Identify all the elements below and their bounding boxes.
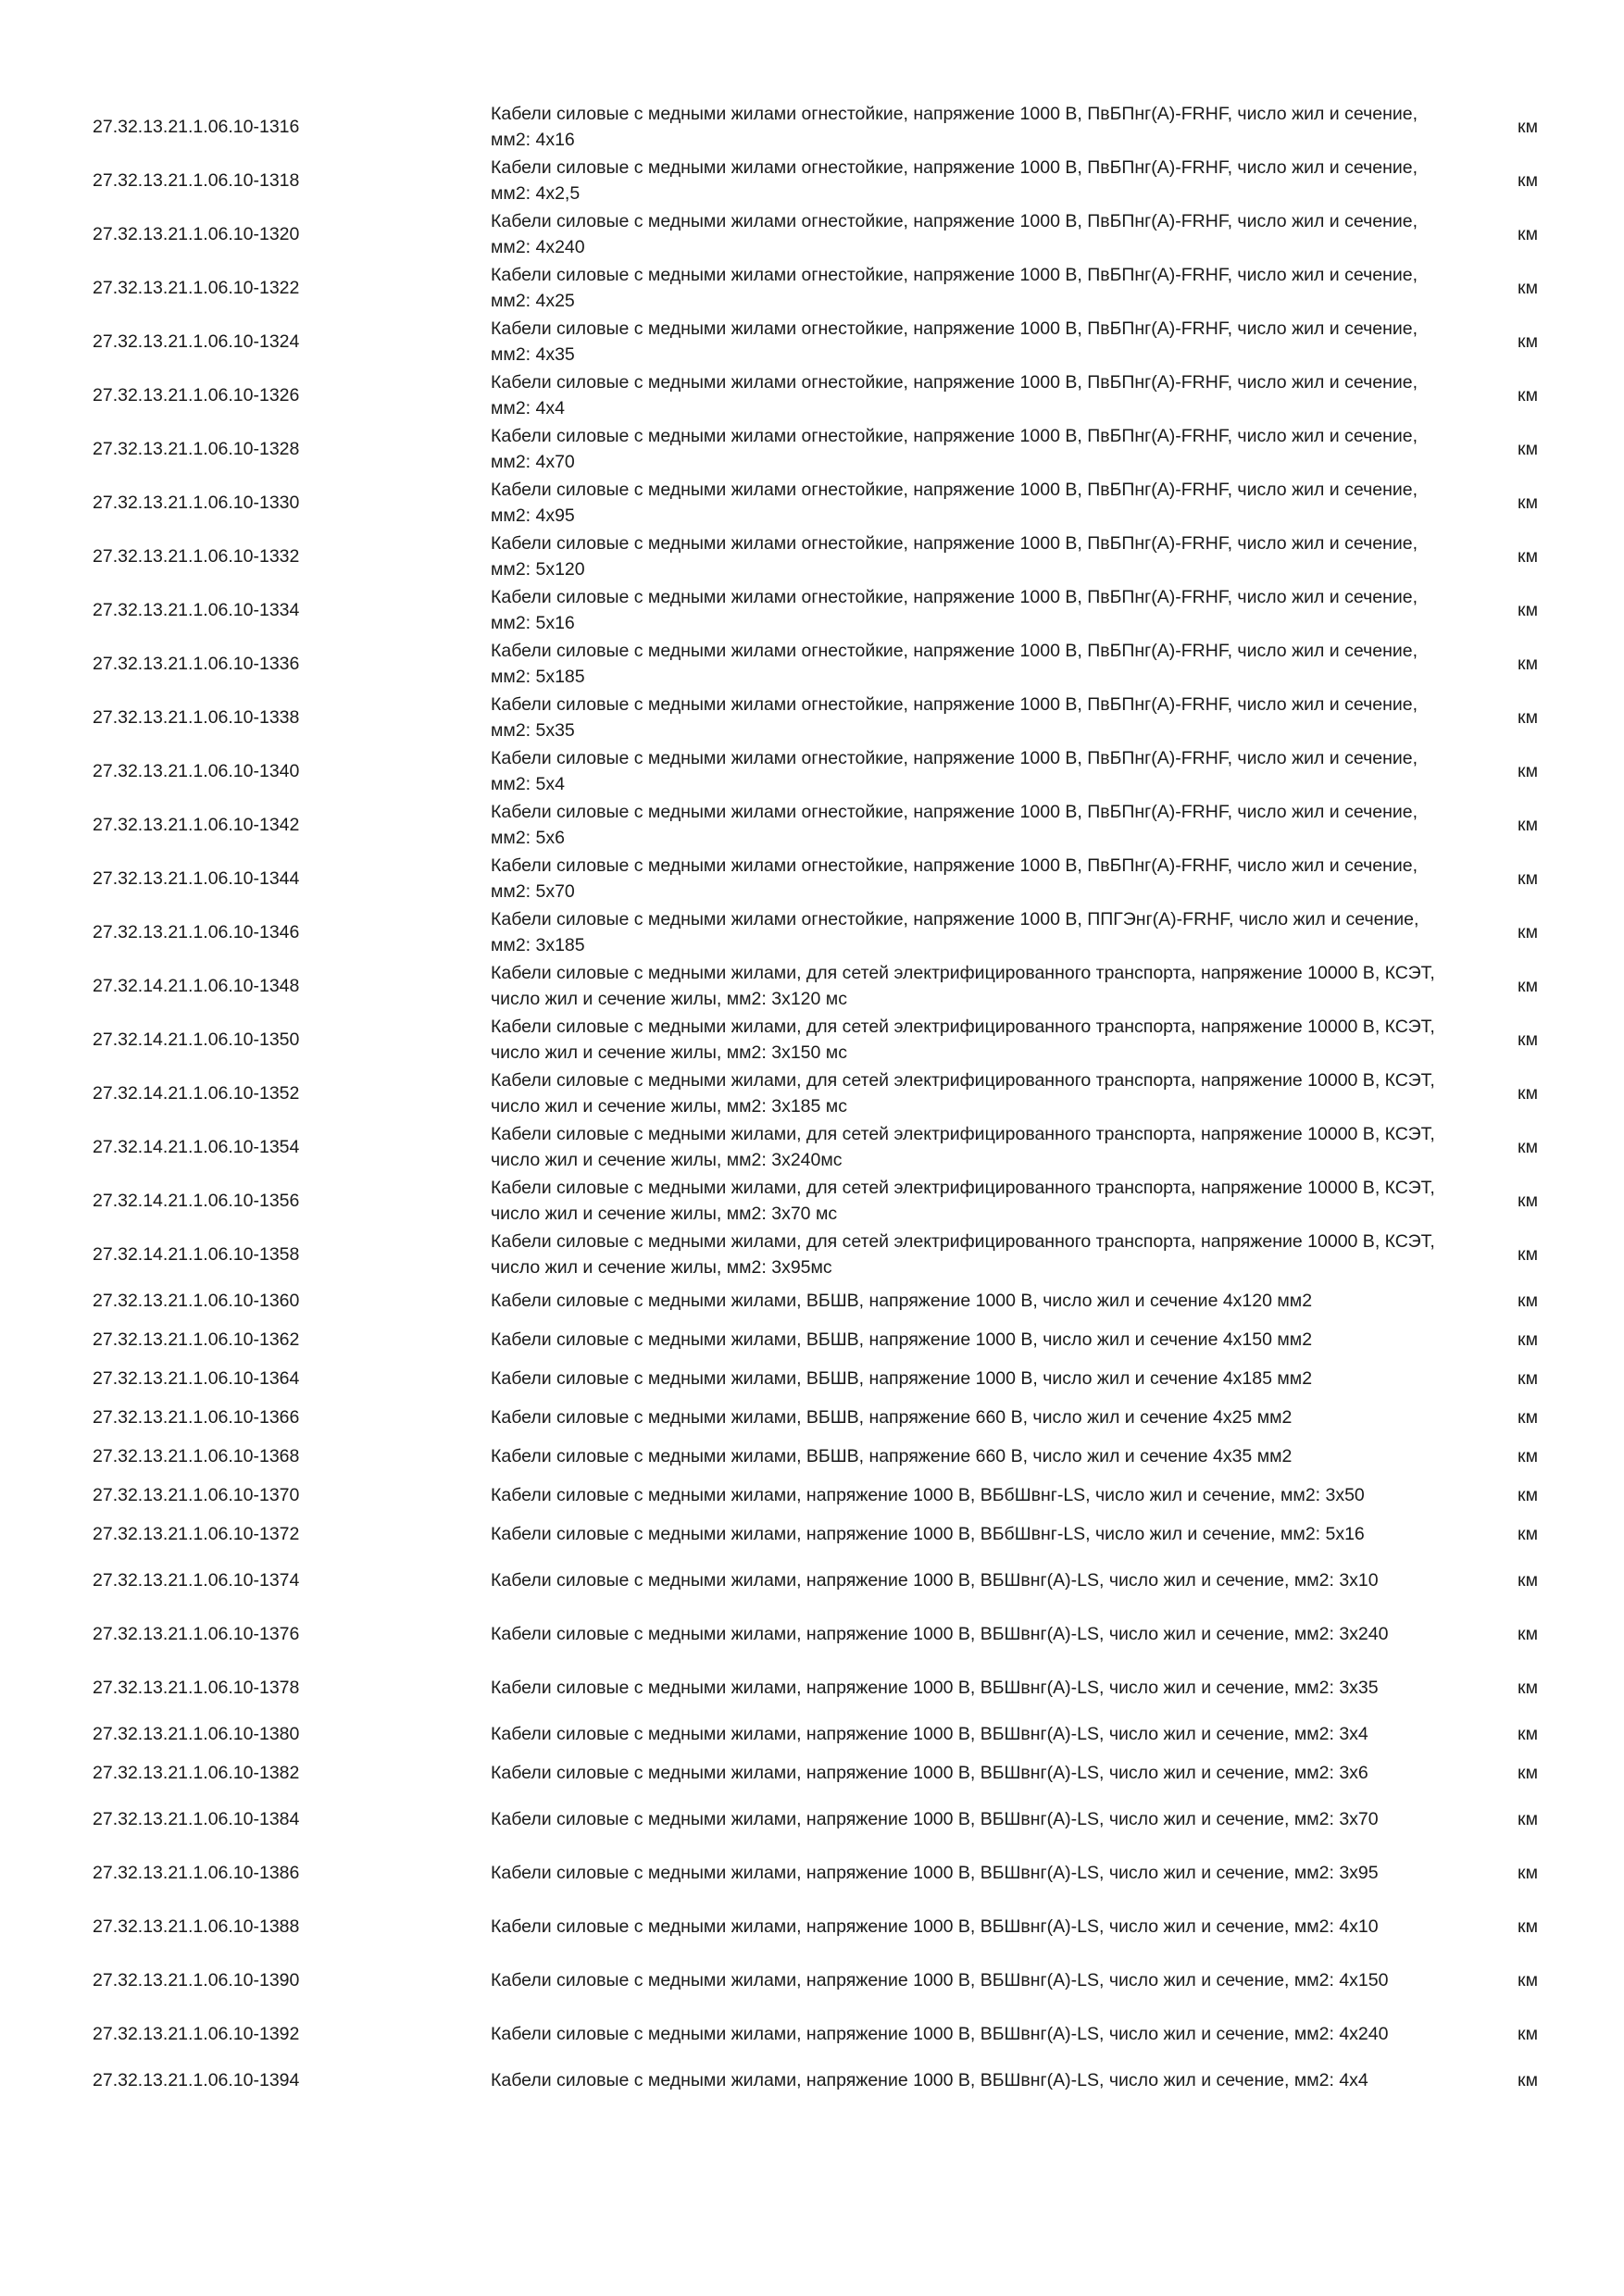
resource-description: Кабели силовые с медными жилами, ВБШВ, напряжение 1000 В, число жил и сечение 4х150 мм2 [491,1329,1313,1350]
resource-description-cell [491,1607,1481,1661]
resource-code: 27.32.13.21.1.06.10-1360 [93,1291,300,1311]
resource-description-cell [491,1398,1481,1437]
unit-of-measure: км [1518,1485,1538,1505]
unit-of-measure: км [1518,600,1538,620]
resource-description-cell [491,1437,1481,1476]
table-row [93,1515,1574,1554]
table-row [93,1437,1574,1476]
table-body [93,100,1574,2100]
resource-description: Кабели силовые с медными жилами огнестойкие, напряжение 1000 В, ПвБПнг(А)-FRHF, число жил и сечение, мм2: 4х16 [491,104,1418,150]
table-row [93,744,1574,798]
unit-of-measure: км [1518,976,1538,996]
resource-description-cell [491,959,1481,1013]
resource-description-cell [491,1846,1481,1900]
table-row [93,637,1574,691]
price-table [93,100,1574,2100]
table-row [93,368,1574,422]
table-row [93,100,1574,154]
resource-description-cell [491,1067,1481,1120]
resource-description: Кабели силовые с медными жилами, для сетей электрифицированного транспорта, напряжение 10000 В, КСЭТ, число жил и сечение жилы, мм2: 3х185 мс [491,1070,1435,1117]
resource-description-cell [491,1228,1481,1281]
resource-description: Кабели силовые с медными жилами, ВБШВ, напряжение 1000 В, число жил и сечение 4х120 мм2 [491,1291,1313,1311]
table-row [93,1013,1574,1067]
table-row [93,852,1574,905]
resource-description: Кабели силовые с медными жилами, напряжение 1000 В, ВБбШвнг-LS, число жил и сечение, мм2: 5х16 [491,1524,1365,1544]
resource-code: 27.32.13.21.1.06.10-1324 [93,331,300,352]
resource-description-cell [491,1900,1481,1953]
unit-of-measure: км [1518,1083,1538,1104]
resource-description: Кабели силовые с медными жилами огнестойкие, напряжение 1000 В, ПвБПнг(А)-FRHF, число жил и сечение, мм2: 4х35 [491,318,1418,365]
resource-code: 27.32.13.21.1.06.10-1384 [93,1809,300,1829]
table-row [93,1359,1574,1398]
resource-description-cell [491,852,1481,905]
resource-description-cell [491,1753,1481,1792]
resource-code: 27.32.13.21.1.06.10-1390 [93,1970,300,1990]
resource-description-cell [491,530,1481,583]
table-row [93,207,1574,261]
unit-of-measure: км [1518,1407,1538,1428]
resource-description: Кабели силовые с медными жилами огнестойкие, напряжение 1000 В, ПвБПнг(А)-FRHF, число жил и сечение, мм2: 4х4 [491,372,1418,418]
resource-description-cell [491,1174,1481,1228]
resource-description-cell [491,2061,1481,2100]
resource-code: 27.32.13.21.1.06.10-1320 [93,224,300,244]
resource-code: 27.32.13.21.1.06.10-1318 [93,170,300,191]
resource-description-cell [491,1320,1481,1359]
unit-of-measure: км [1518,1137,1538,1157]
resource-code: 27.32.13.21.1.06.10-1378 [93,1678,300,1698]
resource-code: 27.32.13.21.1.06.10-1388 [93,1916,300,1937]
table-row [93,1398,1574,1437]
resource-description-cell [491,315,1481,368]
table-row [93,1281,1574,1320]
unit-of-measure: км [1518,170,1538,191]
table-row [93,1554,1574,1607]
unit-of-measure: км [1518,2070,1538,2090]
resource-description-cell [491,583,1481,637]
resource-description: Кабели силовые с медными жилами огнестойкие, напряжение 1000 В, ПвБПнг(А)-FRHF, число жил и сечение, мм2: 5х120 [491,533,1418,580]
resource-description-cell [491,261,1481,315]
unit-of-measure: км [1518,868,1538,889]
table-row [93,1715,1574,1753]
resource-description-cell [491,744,1481,798]
table-row [93,905,1574,959]
unit-of-measure: км [1518,922,1538,942]
resource-code: 27.32.14.21.1.06.10-1358 [93,1244,300,1265]
table-row [93,1174,1574,1228]
resource-description: Кабели силовые с медными жилами, ВБШВ, напряжение 1000 В, число жил и сечение 4х185 мм2 [491,1368,1313,1389]
resource-description-cell [491,422,1481,476]
unit-of-measure: км [1518,1244,1538,1265]
resource-description: Кабели силовые с медными жилами, для сетей электрифицированного транспорта, напряжение 10000 В, КСЭТ, число жил и сечение жилы, мм2: 3х150 мс [491,1017,1435,1063]
resource-description: Кабели силовые с медными жилами, для сетей электрифицированного транспорта, напряжение 10000 В, КСЭТ, число жил и сечение жилы, мм2: 3х95мс [491,1231,1435,1278]
resource-code: 27.32.13.21.1.06.10-1326 [93,385,300,406]
resource-description-cell [491,1476,1481,1515]
resource-code: 27.32.13.21.1.06.10-1342 [93,815,300,835]
unit-of-measure: км [1518,493,1538,513]
resource-description-cell [491,1953,1481,2007]
unit-of-measure: км [1518,331,1538,352]
table-row [93,315,1574,368]
resource-code: 27.32.13.21.1.06.10-1376 [93,1624,300,1644]
resource-description-cell [491,100,1481,154]
resource-code: 27.32.13.21.1.06.10-1364 [93,1368,300,1389]
unit-of-measure: км [1518,1291,1538,1311]
resource-code: 27.32.13.21.1.06.10-1338 [93,707,300,728]
resource-description: Кабели силовые с медными жилами, напряжение 1000 В, ВБШвнг(А)-LS, число жил и сечение, мм2: 4х4 [491,2070,1368,2090]
unit-of-measure: км [1518,654,1538,674]
table-row [93,1792,1574,1846]
unit-of-measure: км [1518,1446,1538,1466]
unit-of-measure: км [1518,1678,1538,1698]
table-row [93,1067,1574,1120]
unit-of-measure: км [1518,1029,1538,1050]
resource-description: Кабели силовые с медными жилами огнестойкие, напряжение 1000 В, ПвБПнг(А)-FRHF, число жил и сечение, мм2: 5х16 [491,587,1418,633]
resource-description: Кабели силовые с медными жилами, напряжение 1000 В, ВБШвнг(А)-LS, число жил и сечение, мм2: 3х95 [491,1863,1379,1883]
resource-description-cell [491,2007,1481,2061]
resource-code: 27.32.13.21.1.06.10-1394 [93,2070,300,2090]
table-row [93,1120,1574,1174]
resource-code: 27.32.13.21.1.06.10-1392 [93,2024,300,2044]
table-row [93,1753,1574,1792]
table-row [93,583,1574,637]
resource-description-cell [491,1281,1481,1320]
resource-code: 27.32.14.21.1.06.10-1354 [93,1137,300,1157]
unit-of-measure: км [1518,1624,1538,1644]
resource-code: 27.32.13.21.1.06.10-1366 [93,1407,300,1428]
resource-code: 27.32.13.21.1.06.10-1340 [93,761,300,781]
resource-code: 27.32.13.21.1.06.10-1344 [93,868,300,889]
table-row [93,1661,1574,1715]
table-row [93,530,1574,583]
unit-of-measure: км [1518,707,1538,728]
table-row [93,476,1574,530]
table-row [93,154,1574,207]
table-row [93,691,1574,744]
resource-description: Кабели силовые с медными жилами огнестойкие, напряжение 1000 В, ПвБПнг(А)-FRHF, число жил и сечение, мм2: 4х25 [491,265,1418,311]
resource-description: Кабели силовые с медными жилами, ВБШВ, напряжение 660 В, число жил и сечение 4х35 мм2 [491,1446,1293,1466]
resource-description: Кабели силовые с медными жилами, ВБШВ, напряжение 660 В, число жил и сечение 4х25 мм2 [491,1407,1293,1428]
resource-description: Кабели силовые с медными жилами, для сетей электрифицированного транспорта, напряжение 10000 В, КСЭТ, число жил и сечение жилы, мм2: 3х70 мс [491,1178,1435,1224]
resource-code: 27.32.13.21.1.06.10-1322 [93,278,300,298]
resource-code: 27.32.13.21.1.06.10-1380 [93,1724,300,1744]
unit-of-measure: км [1518,224,1538,244]
resource-description-cell [491,1792,1481,1846]
resource-description-cell [491,1120,1481,1174]
resource-code: 27.32.13.21.1.06.10-1370 [93,1485,300,1505]
table-row [93,1846,1574,1900]
table-row [93,1900,1574,1953]
resource-code: 27.32.14.21.1.06.10-1348 [93,976,300,996]
resource-description-cell [491,1515,1481,1554]
unit-of-measure: км [1518,1809,1538,1829]
table-row [93,261,1574,315]
unit-of-measure: км [1518,278,1538,298]
resource-description-cell [491,476,1481,530]
resource-description: Кабели силовые с медными жилами, напряжение 1000 В, ВБШвнг(А)-LS, число жил и сечение, мм2: 3х240 [491,1624,1389,1644]
table-row [93,422,1574,476]
unit-of-measure: км [1518,2024,1538,2044]
resource-description: Кабели силовые с медными жилами огнестойкие, напряжение 1000 В, ППГЭнг(А)-FRHF, число жил и сечение, мм2: 3х185 [491,909,1419,955]
table-row [93,2007,1574,2061]
resource-description: Кабели силовые с медными жилами огнестойкие, напряжение 1000 В, ПвБПнг(А)-FRHF, число жил и сечение, мм2: 5х4 [491,748,1418,794]
unit-of-measure: км [1518,117,1538,137]
unit-of-measure: км [1518,1524,1538,1544]
resource-code: 27.32.13.21.1.06.10-1386 [93,1863,300,1883]
resource-description-cell [491,1359,1481,1398]
resource-code: 27.32.13.21.1.06.10-1362 [93,1329,300,1350]
resource-description: Кабели силовые с медными жилами огнестойкие, напряжение 1000 В, ПвБПнг(А)-FRHF, число жил и сечение, мм2: 4х95 [491,480,1418,526]
resource-description: Кабели силовые с медными жилами огнестойкие, напряжение 1000 В, ПвБПнг(А)-FRHF, число жил и сечение, мм2: 5х185 [491,641,1418,687]
resource-description-cell [491,1013,1481,1067]
resource-code: 27.32.14.21.1.06.10-1356 [93,1191,300,1211]
resource-code: 27.32.13.21.1.06.10-1332 [93,546,300,567]
table-row [93,2061,1574,2100]
resource-description: Кабели силовые с медными жилами, для сетей электрифицированного транспорта, напряжение 10000 В, КСЭТ, число жил и сечение жилы, мм2: 3х120 мс [491,963,1435,1009]
resource-description-cell [491,1661,1481,1715]
resource-description-cell [491,154,1481,207]
table-row [93,1953,1574,2007]
resource-description: Кабели силовые с медными жилами, напряжение 1000 В, ВБШвнг(А)-LS, число жил и сечение, мм2: 3х35 [491,1678,1379,1698]
resource-description: Кабели силовые с медными жилами, напряжение 1000 В, ВБШвнг(А)-LS, число жил и сечение, мм2: 4х150 [491,1970,1389,1990]
resource-description: Кабели силовые с медными жилами, напряжение 1000 В, ВБШвнг(А)-LS, число жил и сечение, мм2: 4х10 [491,1916,1379,1937]
resource-code: 27.32.13.21.1.06.10-1336 [93,654,300,674]
unit-of-measure: км [1518,1763,1538,1783]
resource-code: 27.32.13.21.1.06.10-1368 [93,1446,300,1466]
resource-description: Кабели силовые с медными жилами, напряжение 1000 В, ВБШвнг(А)-LS, число жил и сечение, мм2: 3х4 [491,1724,1368,1744]
resource-description-cell [491,637,1481,691]
unit-of-measure: км [1518,1916,1538,1937]
resource-code: 27.32.13.21.1.06.10-1334 [93,600,300,620]
unit-of-measure: км [1518,1329,1538,1350]
resource-description-cell [491,798,1481,852]
table-row [93,959,1574,1013]
unit-of-measure: км [1518,1970,1538,1990]
unit-of-measure: км [1518,1863,1538,1883]
resource-description: Кабели силовые с медными жилами огнестойкие, напряжение 1000 В, ПвБПнг(А)-FRHF, число жил и сечение, мм2: 5х6 [491,802,1418,848]
resource-code: 27.32.13.21.1.06.10-1330 [93,493,300,513]
unit-of-measure: км [1518,1191,1538,1211]
resource-code: 27.32.13.21.1.06.10-1374 [93,1570,300,1591]
resource-description-cell [491,905,1481,959]
resource-description: Кабели силовые с медными жилами огнестойкие, напряжение 1000 В, ПвБПнг(А)-FRHF, число жил и сечение, мм2: 5х35 [491,694,1418,741]
resource-description: Кабели силовые с медными жилами, напряжение 1000 В, ВБШвнг(А)-LS, число жил и сечение, мм2: 3х6 [491,1763,1368,1783]
unit-of-measure: км [1518,385,1538,406]
resource-code: 27.32.14.21.1.06.10-1350 [93,1029,300,1050]
unit-of-measure: км [1518,439,1538,459]
table-row [93,1476,1574,1515]
resource-description: Кабели силовые с медными жилами огнестойкие, напряжение 1000 В, ПвБПнг(А)-FRHF, число жил и сечение, мм2: 4х70 [491,426,1418,472]
resource-description-cell [491,1715,1481,1753]
resource-description: Кабели силовые с медными жилами, для сетей электрифицированного транспорта, напряжение 10000 В, КСЭТ, число жил и сечение жилы, мм2: 3х240мс [491,1124,1435,1170]
unit-of-measure: км [1518,546,1538,567]
resource-description-cell [491,1554,1481,1607]
resource-code: 27.32.13.21.1.06.10-1316 [93,117,300,137]
table-row [93,1607,1574,1661]
resource-description-cell [491,207,1481,261]
resource-description: Кабели силовые с медными жилами огнестойкие, напряжение 1000 В, ПвБПнг(А)-FRHF, число жил и сечение, мм2: 5х70 [491,855,1418,902]
resource-description: Кабели силовые с медными жилами, напряжение 1000 В, ВБШвнг(А)-LS, число жил и сечение, мм2: 3х70 [491,1809,1379,1829]
resource-description: Кабели силовые с медными жилами, напряжение 1000 В, ВБШвнг(А)-LS, число жил и сечение, мм2: 4х240 [491,2024,1389,2044]
unit-of-measure: км [1518,1724,1538,1744]
resource-description-cell [491,691,1481,744]
resource-code: 27.32.13.21.1.06.10-1328 [93,439,300,459]
resource-code: 27.32.13.21.1.06.10-1346 [93,922,300,942]
resource-description: Кабели силовые с медными жилами, напряжение 1000 В, ВБбШвнг-LS, число жил и сечение, мм2: 3х50 [491,1485,1365,1505]
resource-description-cell [491,368,1481,422]
resource-description: Кабели силовые с медными жилами огнестойкие, напряжение 1000 В, ПвБПнг(А)-FRHF, число жил и сечение, мм2: 4х240 [491,211,1418,257]
table-row [93,1228,1574,1281]
resource-code: 27.32.13.21.1.06.10-1382 [93,1763,300,1783]
unit-of-measure: км [1518,1368,1538,1389]
unit-of-measure: км [1518,1570,1538,1591]
table-row [93,798,1574,852]
unit-of-measure: км [1518,761,1538,781]
resource-description: Кабели силовые с медными жилами, напряжение 1000 В, ВБШвнг(А)-LS, число жил и сечение, мм2: 3х10 [491,1570,1379,1591]
resource-code: 27.32.14.21.1.06.10-1352 [93,1083,300,1104]
resource-code: 27.32.13.21.1.06.10-1372 [93,1524,300,1544]
resource-description: Кабели силовые с медными жилами огнестойкие, напряжение 1000 В, ПвБПнг(А)-FRHF, число жил и сечение, мм2: 4х2,5 [491,157,1418,204]
unit-of-measure: км [1518,815,1538,835]
table-row [93,1320,1574,1359]
